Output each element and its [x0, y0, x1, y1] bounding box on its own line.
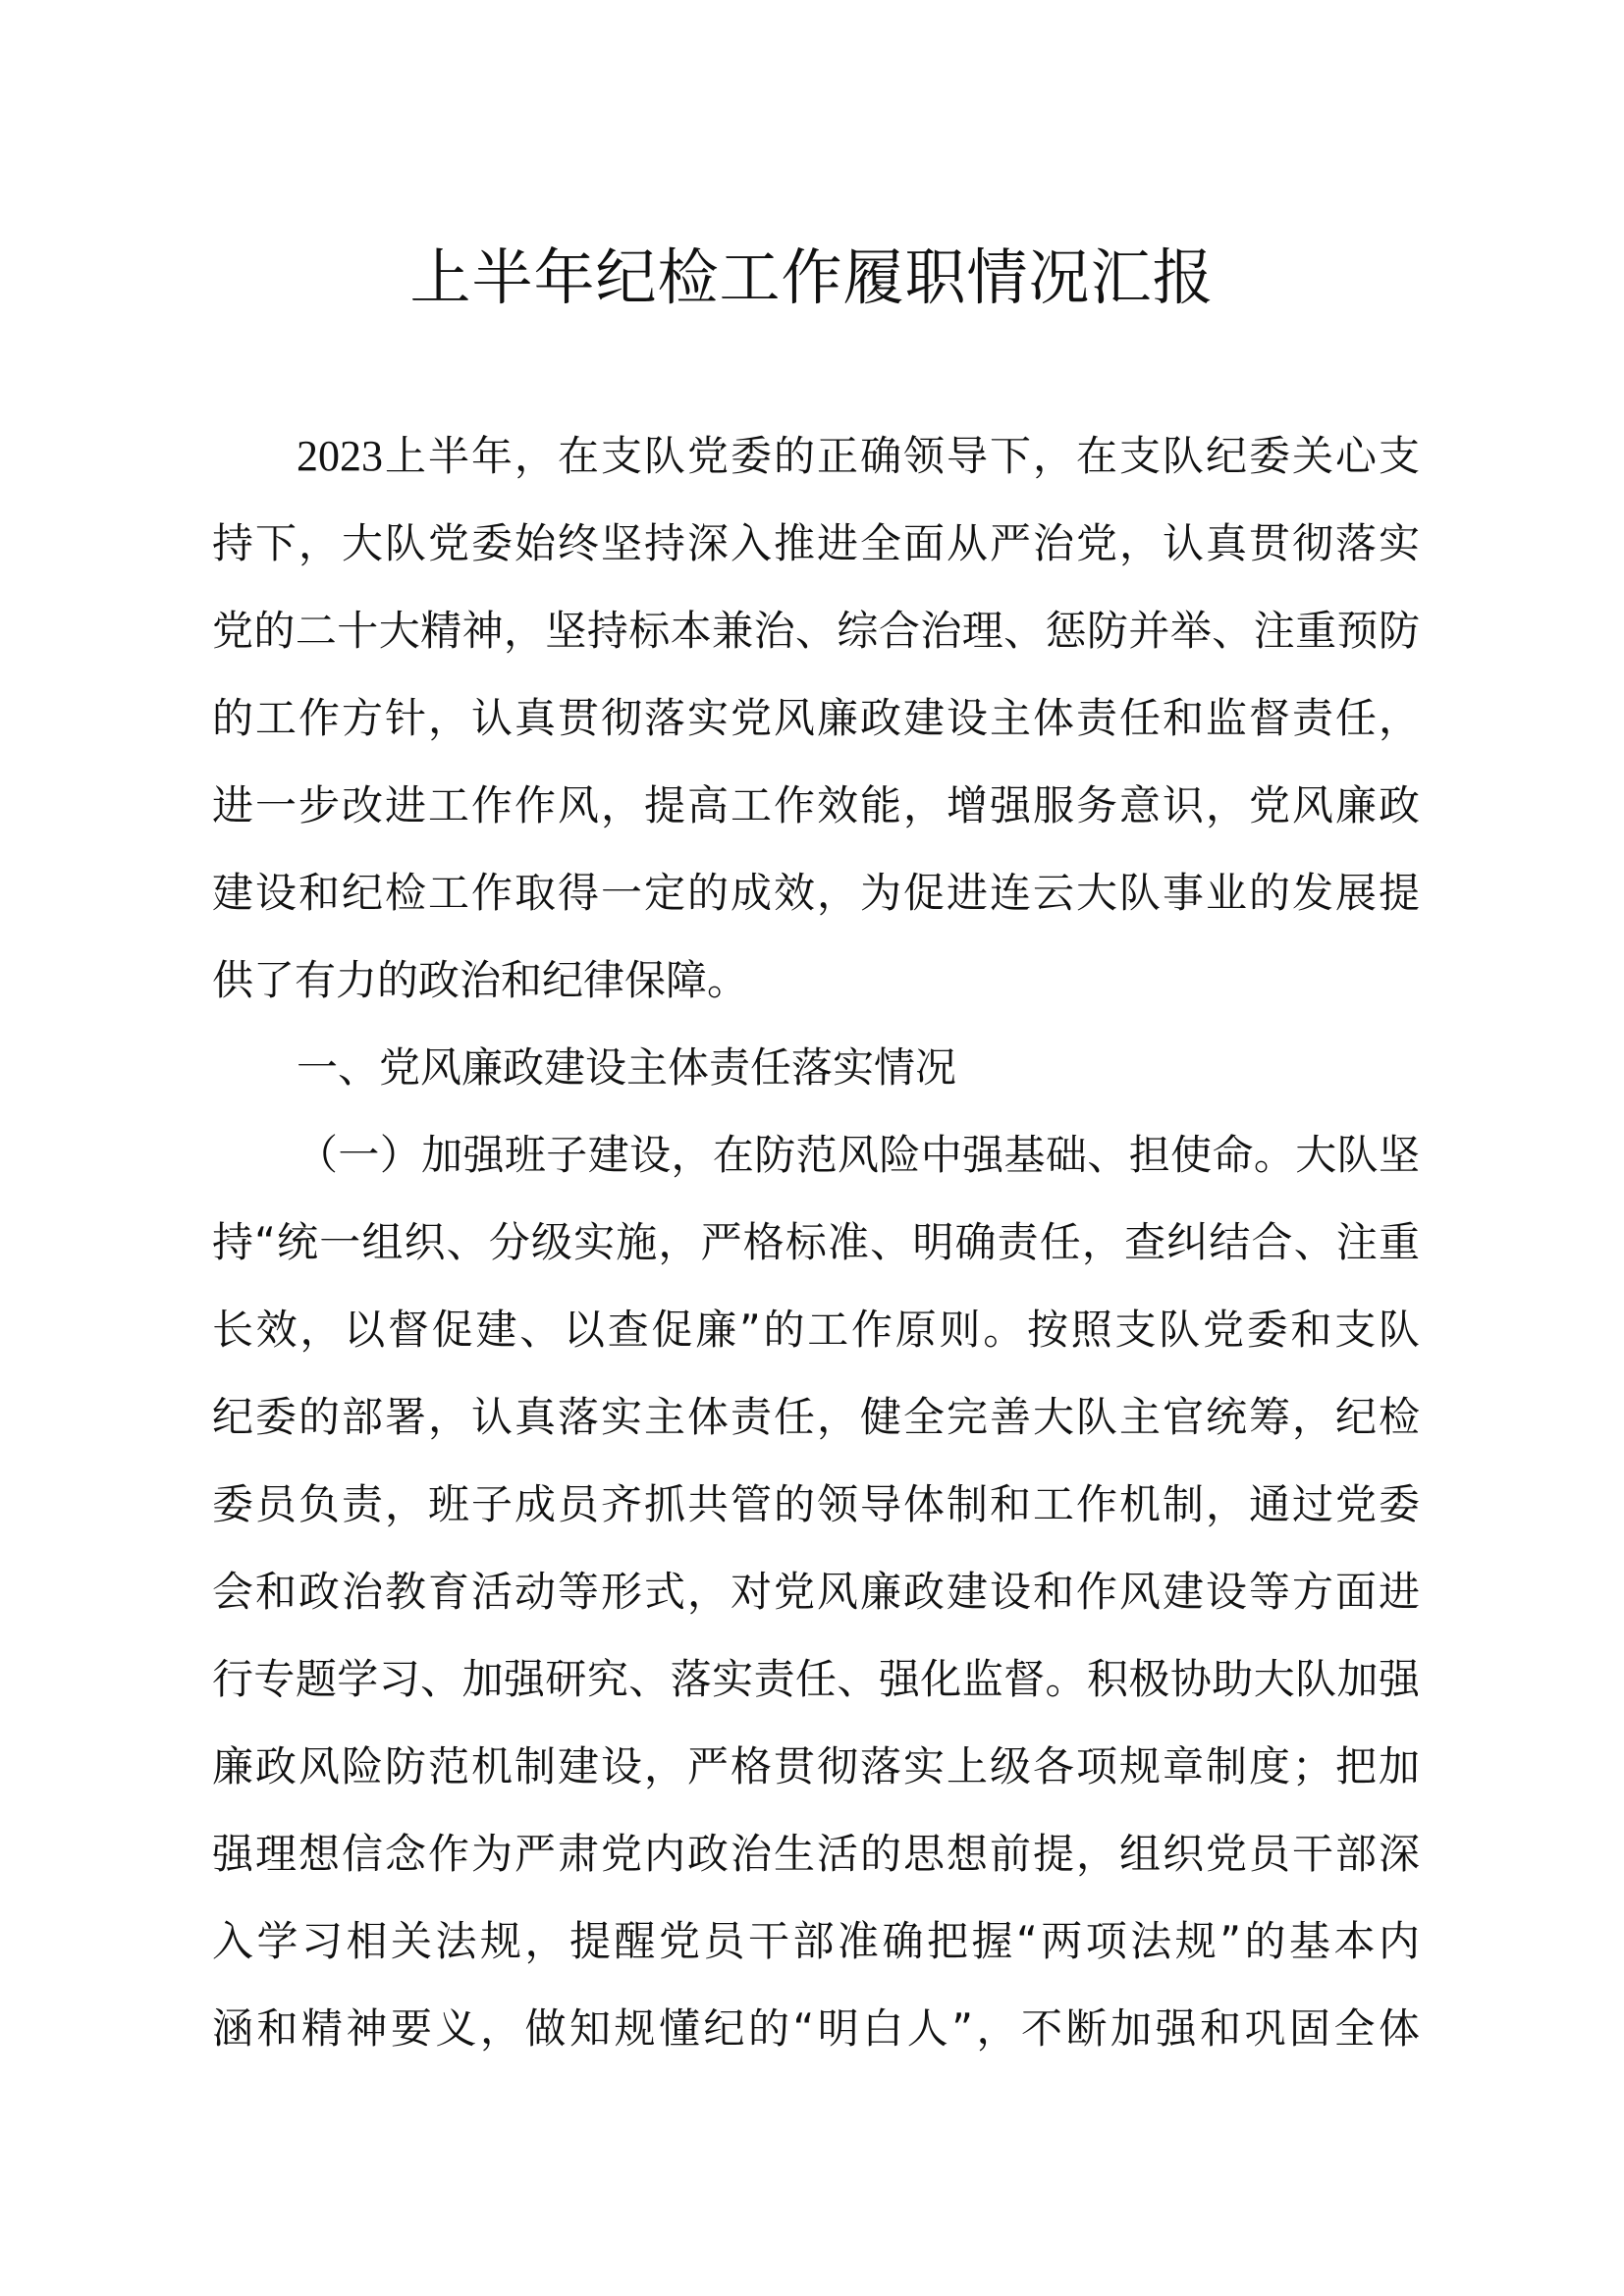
paragraph-line-4: 的工作方针，认真贯彻落实党风廉政建设主体责任和监督责任， — [212, 694, 1420, 742]
paragraph-line-1 — [297, 412, 1420, 501]
year-number: 2023 — [297, 432, 383, 480]
paragraph-line-14: 会和政治教育活动等形式，对党风廉政建设和作风建设等方面进 — [212, 1568, 1420, 1616]
paragraph-line-13: 委员负责，班子成员齐抓共管的领导体制和工作机制，通过党委 — [212, 1480, 1420, 1528]
section-heading-1: 一、党风廉政建设主体责任落实情况 — [297, 1043, 957, 1092]
paragraph-line-16: 廉政风险防范机制建设，严格贯彻落实上级各项规章制度；把加 — [212, 1742, 1420, 1790]
paragraph-line-5: 进一步改进工作作风，提高工作效能，增强服务意识，党风廉政 — [212, 781, 1420, 829]
paragraph-line-6: 建设和纪检工作取得一定的成效，为促进连云大队事业的发展提 — [212, 869, 1420, 917]
paragraph-line-19: 涵和精神要义，做知规懂纪的“明白人”，不断加强和巩固全体 — [212, 2004, 1420, 2053]
paragraph-line-10: 持“统一组织、分级实施，严格标准、明确责任，查纠结合、注重 — [212, 1218, 1420, 1266]
paragraph-line-12: 纪委的部署，认真落实主体责任，健全完善大队主官统筹，纪检 — [212, 1393, 1420, 1441]
paragraph-line-7: 供了有力的政治和纪律保障。 — [212, 956, 749, 1004]
line-text: 上半年，在支队党委的正确领导下，在支队纪委关心支 — [383, 432, 1420, 480]
paragraph-line-3: 党的二十大精神，坚持标本兼治、综合治理、惩防并举、注重预防 — [212, 607, 1420, 655]
document-title: 上半年纪检工作履职情况汇报 — [409, 241, 1215, 313]
paragraph-line-17: 强理想信念作为严肃党内政治生活的思想前提，组织党员干部深 — [212, 1830, 1420, 1878]
paragraph-line-18: 入学习相关法规，提醒党员干部准确把握“两项法规”的基本内 — [212, 1917, 1420, 1965]
paragraph-line-9: （一）加强班子建设，在防范风险中强基础、担使命。大队坚 — [297, 1131, 1420, 1179]
paragraph-line-11: 长效，以督促建、以查促廉”的工作原则。按照支队党委和支队 — [212, 1306, 1420, 1354]
paragraph-line-15: 行专题学习、加强研究、落实责任、强化监督。积极协助大队加强 — [212, 1655, 1420, 1703]
paragraph-line-2: 持下，大队党委始终坚持深入推进全面从严治党，认真贯彻落实 — [212, 519, 1420, 567]
